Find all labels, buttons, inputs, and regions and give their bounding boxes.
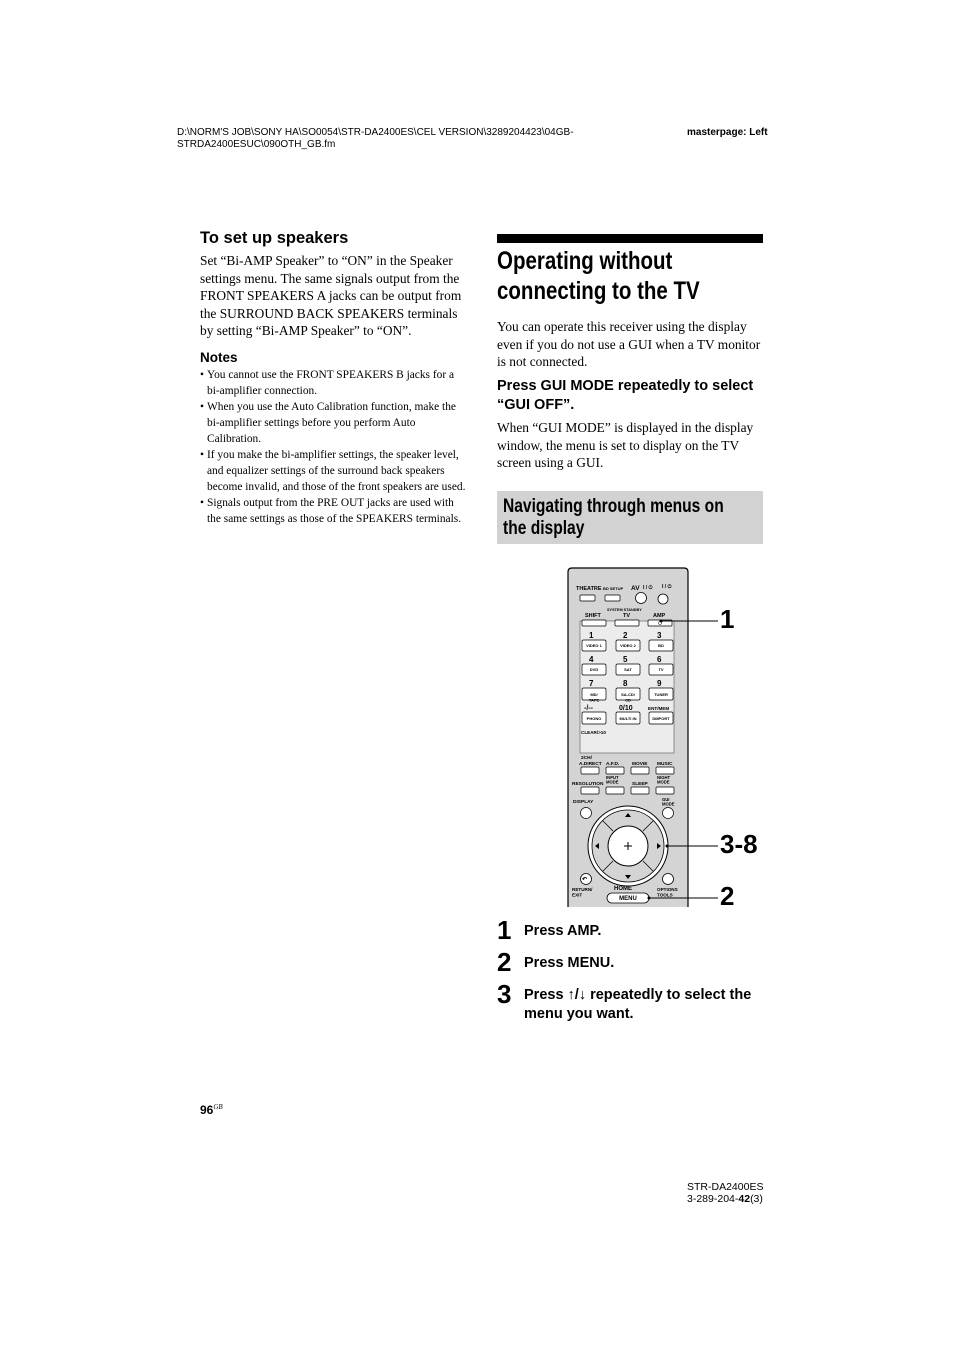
label-system-standby: SYSTEM STANDBY [607,608,642,612]
num-1: 1 [589,631,594,640]
footer-code [687,1193,763,1205]
num-2: 2 [623,631,628,640]
label-music: MUSIC [657,762,673,767]
page-number-value: 96 [200,1103,214,1117]
gui-mode-button[interactable] [663,808,674,819]
bd-setup-button[interactable] [605,595,620,601]
key-md-tape: MD/ TAPE [588,692,600,703]
label-2ch: 2CH/ [581,756,592,761]
label-input-mode: INPUT MODE [606,775,619,785]
num-8: 8 [623,679,628,688]
speakers-paragraph: Set “Bi-AMP Speaker” to “ON” in the Speaker settings menu. The same signals output from the FRONT SPEAKERS A jacks can be output from the SURROUND BACK SPEAKERS terminals by setting “Bi-AMP Speaker” to “ON”. [200,253,462,339]
label-clear: CLEAR/>10 [581,730,606,735]
label-av-power: I / ⏻ [643,585,653,591]
label-gui-mode: GUI MODE [662,797,675,807]
label-resolution: RESOLUTION [572,782,604,787]
key-phono: PHONO [586,716,602,721]
afd-button[interactable] [606,767,624,774]
label-bd-setup: BD SETUP [603,586,624,591]
return-icon: ↶ [582,877,588,883]
callout-dot-1 [660,620,663,623]
navigating-title-line1: Navigating through menus on [503,496,724,517]
resolution-button[interactable] [581,787,599,794]
label-return-exit: RETURN/ EXIT [572,887,593,898]
key-sacd-cd: SA-CD/ CD [621,692,635,703]
label-sleep: SLEEP [632,782,648,787]
num-4: 4 [589,655,594,664]
footer-code-prefix: 3-289-204- [687,1193,739,1205]
footer-model: STR-DA2400ES [687,1181,764,1193]
footer-code-bold: 42 [738,1193,751,1205]
footer-model-block [687,1181,763,1205]
key-dmport: DMPORT [652,716,670,721]
step-number-1: 1 [497,915,512,945]
left-column [200,229,468,527]
navigating-title-line2: the display [503,518,585,539]
label-tv: TV [623,613,631,619]
key-video2: VIDEO 2 [620,643,636,648]
label-afd: A.F.D. [606,762,620,767]
header-path-line1: D:\NORM'S JOB\SONY HA\SO0054\STR-DA2400ES\CEL VERSION\3289204423\04GB- [177,127,574,138]
shift-button[interactable] [582,620,606,626]
callout-dot-2 [648,897,651,900]
key-video1: VIDEO 1 [586,643,602,648]
intro-paragraph: You can operate this receiver using the display even if you do not use a GUI when a TV monitor is not connected. [497,319,761,370]
power-button[interactable] [658,594,668,604]
display-button[interactable] [581,808,592,819]
step-number-2: 2 [497,947,512,977]
label-power: I / ⏻ [662,584,672,590]
label-night-mode: NIGHT MODE [657,775,671,785]
label-theatre: THEATRE [576,586,602,592]
note-item: • When you use the Auto Calibration function, make the bi-amplifier settings before you perform Auto Calibration. [200,399,468,447]
label-ent-mem: ENT/MEM [648,706,670,711]
tv-button[interactable] [615,620,639,626]
input-mode-button[interactable] [606,787,624,794]
footer-code-suffix: (3) [750,1193,763,1205]
label-home: HOME [614,886,632,892]
movie-button[interactable] [631,767,649,774]
theatre-button[interactable] [580,595,595,601]
key-sat: SAT [624,667,632,672]
music-button[interactable] [656,767,674,774]
gui-mode-heading: Press GUI MODE repeatedly to select “GUI OFF”. [497,378,754,413]
label-menu: MENU [619,896,637,902]
section-title [497,246,768,306]
label-av: AV [631,585,640,592]
section-title-line1: Operating without [497,247,673,275]
header-path [177,127,647,151]
section-top-bar [497,234,763,243]
masterpage-label: masterpage: Left [687,127,768,138]
sleep-button[interactable] [631,787,649,794]
section-title-line2: connecting to the TV [497,277,700,305]
key-tv: TV [658,667,664,672]
label-shift: SHIFT [585,613,601,619]
step-text-2: Press MENU. [524,955,615,971]
num-6: 6 [657,655,662,664]
notes-list [200,367,468,527]
key-bd: BD [658,643,664,648]
callout-1: 1 [720,604,735,634]
key-dvd: DVD [589,667,599,672]
header-path-line2: STRDA2400ESUC\090OTH_GB.fm [177,139,336,150]
step-text-3: Press ↑/↓ repeatedly to select the menu you want. [524,987,752,1022]
num-3: 3 [657,631,662,640]
night-mode-button[interactable] [656,787,674,794]
label-amp: AMP [653,613,666,619]
callout-3-8: 3-8 [720,829,758,859]
page-number [200,1103,223,1117]
label-a-direct: A.DIRECT [579,762,602,767]
callout-dot-3-8 [666,845,669,848]
label-options-tools: OPTIONS TOOLS [657,887,678,898]
step-number-3: 3 [497,979,512,1009]
note-item: • If you make the bi-amplifier settings, the speaker level, and equalizer settings of the surround back speakers become invalid, and those of the front speakers are used. [200,447,468,495]
navigating-box-title [503,496,749,540]
notes-heading: Notes [200,349,238,365]
note-item: • You cannot use the FRONT SPEAKERS B jacks for a bi-amplifier connection. [200,367,468,399]
navigating-box [497,491,763,544]
label-zero: 0/10 [619,705,633,712]
page-number-suffix: GB [213,1103,223,1111]
speakers-heading: To set up speakers [200,229,349,247]
a-direct-button[interactable] [581,767,599,774]
key-tuner: TUNER [654,692,668,697]
label-dash: -/-- [584,705,593,712]
options-tools-button[interactable] [663,874,674,885]
av-power-button[interactable] [636,593,647,604]
label-movie: MOVIE [632,762,648,767]
label-display: DISPLAY [573,800,594,805]
num-5: 5 [623,655,628,664]
num-7: 7 [589,679,594,688]
key-multi-in: MULTI IN [619,716,637,721]
note-item: • Signals output from the PRE OUT jacks are used with the same settings as those of the SPEAKERS terminals. [200,495,468,527]
step-text-1: Press AMP. [524,923,602,939]
callout-2: 2 [720,881,735,911]
gui-mode-paragraph: When “GUI MODE” is displayed in the display window, the menu is set to display on the TV screen using a GUI. [497,420,754,471]
num-9: 9 [657,679,662,688]
